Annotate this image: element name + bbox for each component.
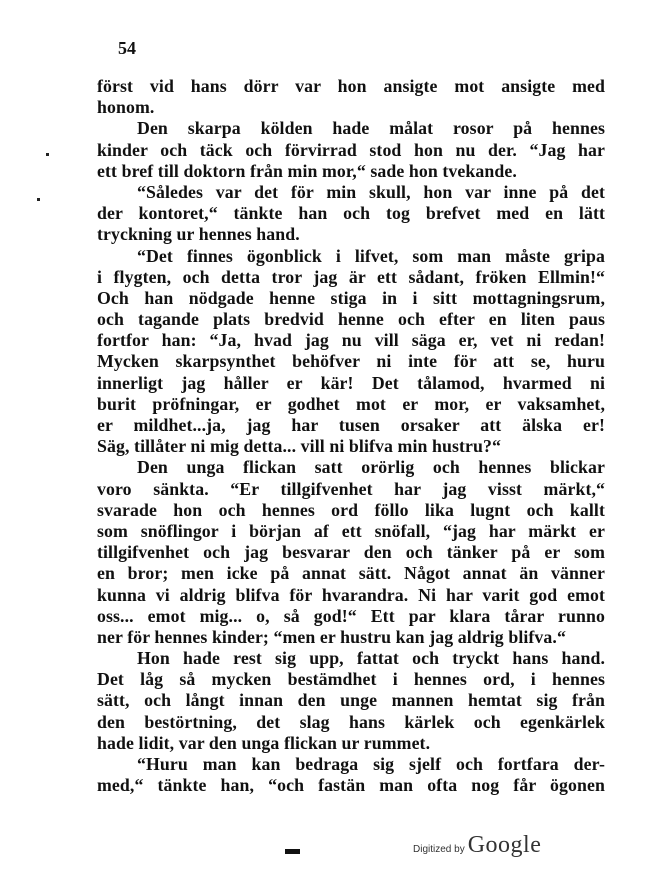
text-line: “Det finnes ögonblick i lifvet, som man måste gripa — [137, 245, 605, 266]
text-line: “Således var det för min skull, hon var inne på det — [137, 181, 605, 202]
text-line: Den unga flickan satt orörlig och hennes blickar — [137, 457, 605, 478]
text-line: oss... emot mig... o, så god!“ Ett par klara tårar runno — [97, 605, 605, 626]
text-line: Den skarpa kölden hade målat rosor på hennes — [137, 118, 605, 139]
text-line: honom. — [97, 97, 155, 118]
text-line: tillgifvenhet och jag besvarar den och tänker på er som — [97, 542, 605, 563]
digitized-watermark — [413, 832, 541, 859]
text-line: Och han nödgade henne stiga in i sitt mottagningsrum, — [97, 287, 605, 308]
text-line: Mycken skarpsynthet behöfver ni inte för att se, huru — [97, 351, 605, 372]
text-line: innerligt jag håller er kär! Det tålamod, hvarmed ni — [97, 372, 605, 393]
text-line: Säg, tillåter ni mig detta... vill ni blifva min hustru?“ — [97, 436, 501, 457]
text-line: svarade hon och hennes ord föllo lika lugnt och kallt — [97, 499, 605, 520]
body-text — [97, 76, 605, 796]
text-line: den bestörtning, det slag hans kärlek och egenkärlek — [97, 711, 605, 732]
text-line: “Huru man kan bedraga sig sjelf och fortfara der- — [137, 754, 605, 774]
text-line: voro sänkta. “Er tillgifvenhet har jag visst märkt,“ — [97, 478, 605, 499]
text-line: tryckning ur hennes hand. — [97, 224, 300, 245]
text-line: Hon hade rest sig upp, fattat och tryckt hans hand. — [137, 648, 605, 669]
text-line: sätt, och långt innan den unge mannen hemtat sig från — [97, 690, 605, 711]
text-line: först vid hans dörr var hon ansigte mot ansigte med — [97, 76, 605, 96]
google-logo: Google — [467, 832, 542, 858]
text-line: kunna vi aldrig blifva för hvarandra. Ni har varit god emot — [97, 584, 605, 605]
margin-mark — [46, 153, 49, 156]
digitized-by-label: Digitized by — [413, 844, 465, 855]
text-line: burit pröfningar, er godhet mot er mor, er vaksamhet, — [97, 393, 605, 414]
text-line: fortfor han: “Ja, hvad jag nu vill säga er, vet ni redan! — [97, 330, 605, 351]
margin-mark — [37, 198, 40, 201]
text-line: i flygten, och detta tror jag är ett sådant, fröken Ellmin!“ — [97, 266, 605, 287]
text-line: Det låg så mycken bestämdhet i hennes ord, i hennes — [97, 669, 605, 690]
text-line: ett bref till doktorn från min mor,“ sade hon tvekande. — [97, 160, 517, 181]
text-line: hade lidit, var den unga flickan ur rummet. — [97, 732, 431, 753]
text-line: kinder och täck och förvirrad stod hon nu der. “Jag har — [97, 139, 605, 160]
text-line: er mildhet...ja, jag har tusen orsaker att älska er! — [97, 415, 605, 435]
text-line: som snöflingor i början af ett snöfall, “jag har märkt er — [97, 520, 605, 541]
text-line: med,“ tänkte han, “och fastän man ofta nog får ögonen — [97, 775, 605, 796]
text-line: der kontoret,“ tänkte han och tog brefvet med en lätt — [97, 203, 605, 224]
footer-dash — [285, 849, 300, 854]
text-line: och tagande plats bredvid henne och efter en liten paus — [97, 309, 605, 330]
page-number: 54 — [118, 38, 136, 58]
text-line: en bror; men icke på annat sätt. Något annat än vänner — [97, 563, 605, 584]
text-line: ner för hennes kinder; “men er hustru kan jag aldrig blifva.“ — [97, 626, 566, 647]
